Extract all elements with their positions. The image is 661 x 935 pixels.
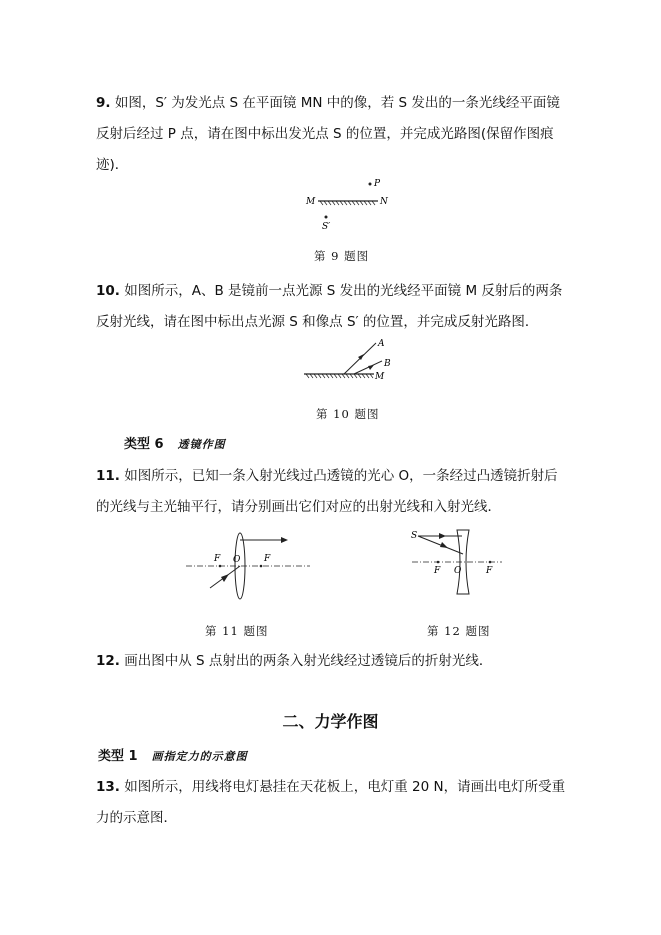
question-text: 如图所示，A、B 是镜前一点光源 S 发出的光线经平面镜 M 反射后的两条反射光线，请在图中标出点光源 S 和像点 S′ 的位置，并完成反射光路图．	[96, 283, 563, 330]
question-number: 12.	[96, 653, 120, 669]
label-A: A	[378, 339, 385, 349]
arrow-horizontal	[439, 533, 446, 539]
type-label: 类型 6	[124, 437, 164, 452]
arrow-diagonal	[440, 542, 448, 548]
label-M: M	[306, 197, 316, 207]
question-text: 如图所示，已知一条入射光线过凸透镜的光心 O，一条经过凸透镜折射后的光线与主光轴平行，请分别画出它们对应的出射光线和入射光线．	[96, 468, 558, 515]
focus-right	[489, 561, 492, 564]
arrow-B	[368, 365, 374, 370]
figure-12-concave-lens	[408, 526, 508, 604]
type-6-heading	[124, 433, 226, 452]
label-M: M	[375, 372, 385, 382]
label-S-prime: S′	[322, 222, 331, 232]
question-10	[96, 276, 566, 338]
arrow-center	[221, 574, 229, 582]
label-B: B	[384, 359, 391, 369]
section-title: 二、力学作图	[282, 712, 379, 731]
type-label: 类型 1	[98, 749, 138, 764]
question-11	[96, 461, 566, 523]
question-number: 13.	[96, 779, 120, 795]
figure-10-reflection	[298, 336, 398, 386]
point-S-prime	[325, 216, 328, 219]
focus-right	[260, 565, 263, 568]
label-N: N	[380, 197, 388, 207]
question-text: 如图所示，用线将电灯悬挂在天花板上，电灯重 20 N，请画出电灯所受重力的示意图．	[96, 779, 566, 826]
label-S: S	[411, 531, 418, 541]
type-title: 透镜作图	[177, 438, 226, 451]
question-13	[96, 772, 566, 834]
label-P: P	[374, 179, 381, 189]
question-text: 如图，S′ 为发光点 S 在平面镜 MN 中的像，若 S 发出的一条光线经平面镜反射后经过 P 点，请在图中标出发光点 S 的位置，并完成光路图(保留作图痕迹)．	[96, 95, 560, 173]
figure-11-convex-lens	[184, 526, 314, 604]
question-9	[96, 88, 566, 181]
type-title: 画指定力的示意图	[151, 750, 248, 763]
focus-left	[219, 565, 222, 568]
label-F-right: F	[486, 566, 493, 576]
question-number: 10.	[96, 283, 120, 299]
question-number: 11.	[96, 468, 120, 484]
label-F-left: F	[214, 554, 221, 564]
label-F-right: F	[264, 554, 271, 564]
arrow-parallel	[281, 537, 288, 543]
focus-left	[437, 561, 440, 564]
label-O: O	[454, 566, 462, 576]
figure-10-caption: 第 10 题图	[316, 407, 380, 421]
question-number: 9.	[96, 95, 111, 111]
figure-12-caption: 第 12 题图	[427, 624, 491, 638]
ray-diagonal	[418, 536, 463, 554]
type-1-heading	[98, 745, 248, 764]
label-O: O	[233, 555, 241, 565]
label-F-left: F	[434, 566, 441, 576]
point-P	[369, 183, 372, 186]
figure-9-caption: 第 9 题图	[314, 249, 370, 263]
figure-11-caption: 第 11 题图	[205, 624, 269, 638]
figure-9-plane-mirror	[300, 170, 400, 232]
question-12	[96, 646, 566, 677]
question-text: 画出图中从 S 点射出的两条入射光线经过透镜后的折射光线．	[124, 653, 493, 669]
